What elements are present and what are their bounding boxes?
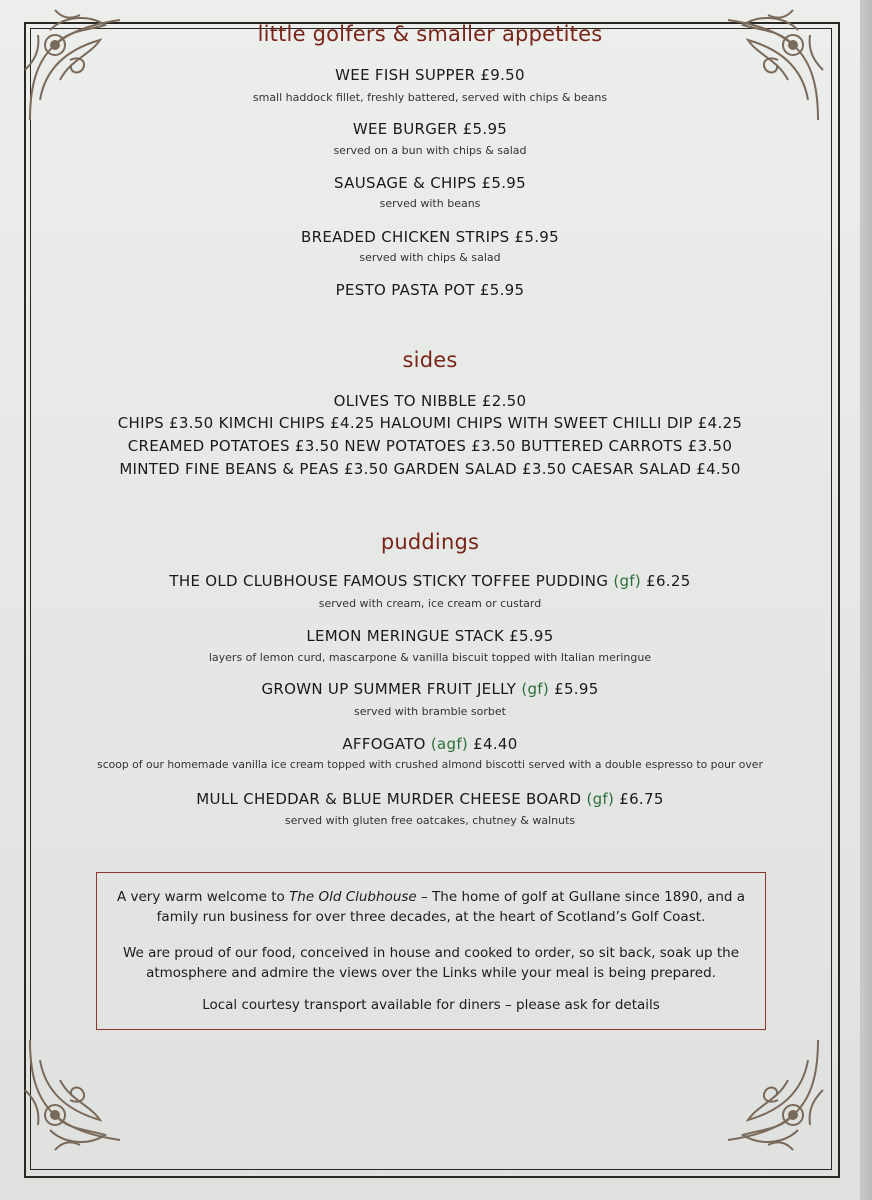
menu-item-desc: layers of lemon curd, mascarpone & vanilla biscuit topped with Italian meringue [208, 651, 652, 664]
welcome-text: family run business for over three decades, at the heart of Scotland’s Golf Coast. [156, 909, 706, 925]
ornamental-scroll-icon [708, 0, 838, 130]
menu-item-desc: served with gluten free oatcakes, chutney & walnuts [284, 814, 576, 827]
item-name: THE OLD CLUBHOUSE FAMOUS STICKY TOFFEE PUDDING [169, 572, 609, 590]
welcome-text: We are proud of our food, conceived in house and cooked to order, so sit back, soak up the [122, 945, 740, 961]
welcome-text: – The home of golf at Gullane since 1890, and a [416, 889, 746, 905]
menu-item [40, 627, 820, 645]
menu-item: WEE FISH SUPPER £9.50 [335, 66, 525, 84]
ornamental-scroll-icon [708, 1030, 838, 1160]
transport-note: Local courtesy transport available for diners – please ask for details [202, 997, 660, 1013]
menu-item-desc: served with beans [379, 197, 481, 210]
item-name: LEMON MERINGUE STACK £5.95 [306, 627, 554, 645]
section-heading-sides: sides [402, 348, 458, 372]
item-price: £6.25 [646, 572, 691, 590]
welcome-box [96, 872, 766, 1030]
item-price: £5.95 [554, 680, 599, 698]
welcome-text: A very warm welcome to [116, 889, 290, 905]
dietary-tag: (gf) [521, 680, 550, 698]
menu-item-desc: served on a bun with chips & salad [333, 144, 527, 157]
sides-line: CHIPS £3.50 KIMCHI CHIPS £4.25 HALOUMI CHIPS WITH SWEET CHILLI DIP £4.25 [117, 414, 743, 432]
menu-item-desc: small haddock fillet, freshly battered, served with chips & beans [252, 91, 608, 104]
item-name: MULL CHEDDAR & BLUE MURDER CHEESE BOARD [196, 790, 582, 808]
menu-item [40, 735, 820, 753]
menu-item: PESTO PASTA POT £5.95 [335, 281, 525, 299]
menu-item-desc: served with bramble sorbet [354, 705, 506, 718]
menu-item-desc: served with chips & salad [359, 251, 501, 264]
item-name: GROWN UP SUMMER FRUIT JELLY [261, 680, 517, 698]
menu-item-desc: served with cream, ice cream or custard [318, 597, 542, 610]
venue-name: The Old Clubhouse [289, 889, 417, 905]
menu-item [40, 680, 820, 698]
welcome-paragraph-2 [97, 943, 765, 983]
welcome-text: atmosphere and admire the views over the Links while your meal is being prepared. [146, 965, 716, 981]
menu-item: BREADED CHICKEN STRIPS £5.95 [301, 228, 559, 246]
welcome-paragraph-1 [97, 887, 765, 927]
dietary-tag: (agf) [430, 735, 469, 753]
section-heading-kids: little golfers & smaller appetites [257, 22, 603, 46]
sides-line: CREAMED POTATOES £3.50 NEW POTATOES £3.50 BUTTERED CARROTS £3.50 [127, 437, 733, 455]
page-edge [860, 0, 872, 1200]
dietary-tag: (gf) [586, 790, 615, 808]
menu-item [40, 790, 820, 808]
menu-item-desc: scoop of our homemade vanilla ice cream topped with crushed almond biscotti served with a double espresso to pour over [97, 758, 763, 771]
item-price: £4.40 [473, 735, 518, 753]
dietary-tag: (gf) [613, 572, 642, 590]
menu-item: SAUSAGE & CHIPS £5.95 [334, 174, 526, 192]
item-price: £6.75 [619, 790, 664, 808]
section-heading-puddings: puddings [380, 530, 480, 554]
menu-item [40, 572, 820, 590]
sides-line: OLIVES TO NIBBLE £2.50 [333, 392, 527, 410]
item-name: AFFOGATO [342, 735, 426, 753]
sides-line: MINTED FINE BEANS & PEAS £3.50 GARDEN SALAD £3.50 CAESAR SALAD £4.50 [119, 460, 741, 478]
ornamental-scroll-icon [10, 1030, 140, 1160]
menu-item: WEE BURGER £5.95 [352, 120, 508, 138]
ornamental-scroll-icon [10, 0, 140, 130]
